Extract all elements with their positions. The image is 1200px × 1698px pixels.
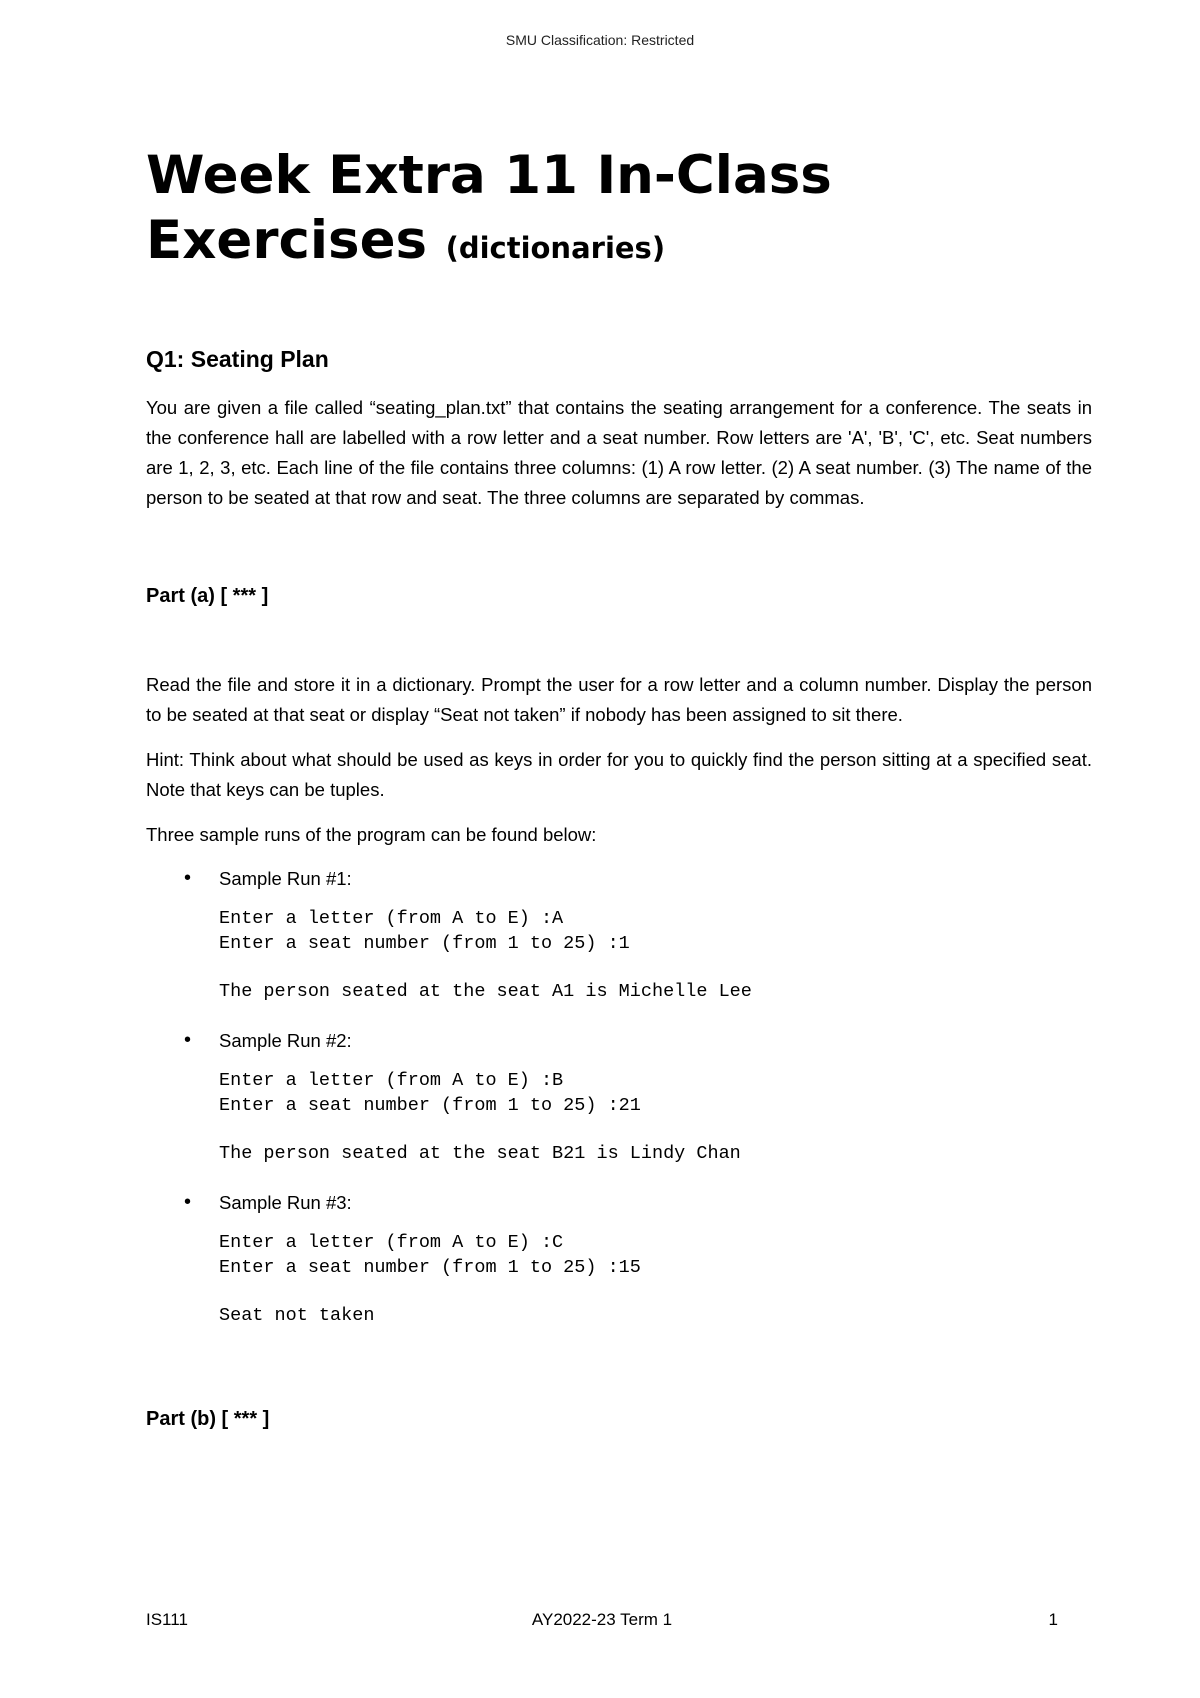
title-main: Week Extra 11 In-Class Exercises <box>146 145 832 271</box>
part-b-heading: Part (b) [ *** ] <box>146 1408 270 1430</box>
code-line: Enter a seat number (from 1 to 25) :1 <box>219 933 630 954</box>
code-block <box>219 906 1092 1004</box>
page-footer <box>146 1610 1058 1634</box>
classification-label: SMU Classification: Restricted <box>505 32 695 48</box>
sample-run-label: Sample Run #2: <box>219 1030 352 1051</box>
sample-runs-list <box>146 864 1092 1328</box>
code-line: Enter a letter (from A to E) :C <box>219 1232 564 1253</box>
code-output: Seat not taken <box>219 1305 375 1326</box>
code-output: The person seated at the seat A1 is Michelle Lee <box>219 981 752 1002</box>
list-item <box>146 864 1092 1004</box>
footer-term: AY2022-23 Term 1 <box>531 1610 673 1629</box>
footer-course: IS111 <box>146 1610 188 1629</box>
code-line: Enter a letter (from A to E) :A <box>219 908 564 929</box>
question-intro: You are given a file called “seating_plan.txt” that contains the seating arrangement for a conference. The seats in the conference hall are labelled with a row letter and a seat number. Row letters are 'A', 'B', 'C', etc. Seat numbers are 1, 2, 3, etc. Each line of the file contains three columns: (1) A row letter. (2) A seat number. (3) The name of the person to be seated at that row and seat. The three columns are separated by commas. <box>146 397 1092 508</box>
page-title <box>146 143 1092 281</box>
code-block <box>219 1068 1092 1166</box>
code-output: The person seated at the seat B21 is Lindy Chan <box>219 1143 741 1164</box>
bullet-icon: • <box>184 1191 192 1213</box>
part-a-hint: Hint: Think about what should be used as keys in order for you to quickly find the person sitting at a specified seat. Note that keys can be tuples. <box>146 749 1092 800</box>
bullet-icon: • <box>184 1029 192 1051</box>
part-a-task: Read the file and store it in a dictionary. Prompt the user for a row letter and a column number. Display the person to be seated at that seat or display “Seat not taken” if nobody has been assigned to sit there. <box>146 674 1092 725</box>
part-a-heading: Part (a) [ *** ] <box>146 585 269 607</box>
title-subtitle: (dictionaries) <box>445 231 666 265</box>
code-block <box>219 1230 1092 1328</box>
sample-run-label: Sample Run #3: <box>219 1192 352 1213</box>
document-body <box>146 143 1092 1431</box>
footer-page-number: 1 <box>1048 1610 1058 1629</box>
list-item <box>146 1026 1092 1166</box>
code-line: Enter a letter (from A to E) :B <box>219 1070 564 1091</box>
list-item <box>146 1188 1092 1328</box>
question-heading: Q1: Seating Plan <box>146 346 329 372</box>
sample-runs-lead: Three sample runs of the program can be found below: <box>146 824 597 845</box>
bullet-icon: • <box>184 867 192 889</box>
code-line: Enter a seat number (from 1 to 25) :21 <box>219 1095 641 1116</box>
sample-run-label: Sample Run #1: <box>219 868 352 889</box>
code-line: Enter a seat number (from 1 to 25) :15 <box>219 1257 641 1278</box>
